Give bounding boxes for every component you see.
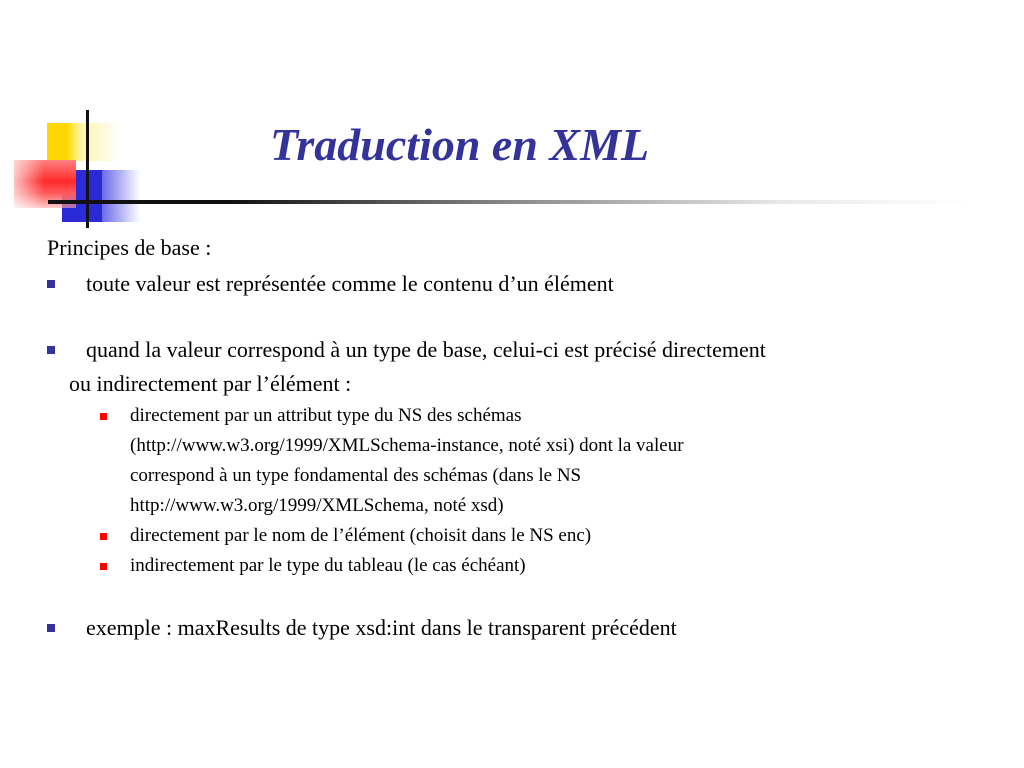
sub-bullet-item <box>47 521 987 551</box>
bullet-item <box>47 267 987 301</box>
slide-body <box>47 233 987 645</box>
bullet-text-continuation: ou indirectement par l’élément : <box>69 371 352 396</box>
intro-text: Principes de base : <box>47 235 212 260</box>
sub-bullet-line: directement par un attribut type du NS des schémas <box>130 405 522 426</box>
sub-bullet-line: http://www.w3.org/1999/XMLSchema, noté xsd) <box>130 495 504 516</box>
square-bullet-icon <box>47 346 55 354</box>
bullet-text: quand la valeur correspond à un type de base, celui-ci est précisé directement <box>86 337 766 362</box>
title-underline <box>0 0 1024 230</box>
small-square-bullet-icon <box>100 533 107 540</box>
sub-bullet-line: indirectement par le type du tableau (le cas échéant) <box>130 555 526 576</box>
bullet-text: toute valeur est représentée comme le contenu d’un élément <box>86 271 614 296</box>
small-square-bullet-icon <box>100 563 107 570</box>
sub-bullet-line: (http://www.w3.org/1999/XMLSchema-instance, noté xsi) dont la valeur <box>130 435 684 456</box>
sub-bullet-line: directement par le nom de l’élément (choisit dans le NS enc) <box>130 525 592 546</box>
small-square-bullet-icon <box>100 413 107 420</box>
sub-bullet-line: correspond à un type fondamental des schémas (dans le NS <box>130 465 582 486</box>
horizontal-rule <box>48 200 968 204</box>
square-bullet-icon <box>47 280 55 288</box>
bullet-text: exemple : maxResults de type xsd:int dans le transparent précédent <box>86 615 677 640</box>
slide-title: Traduction en XML <box>270 119 650 170</box>
sub-bullet-item <box>47 551 987 581</box>
bullet-item <box>47 333 987 401</box>
square-bullet-icon <box>47 624 55 632</box>
bullet-item <box>47 611 987 645</box>
sub-bullet-item <box>47 401 987 521</box>
